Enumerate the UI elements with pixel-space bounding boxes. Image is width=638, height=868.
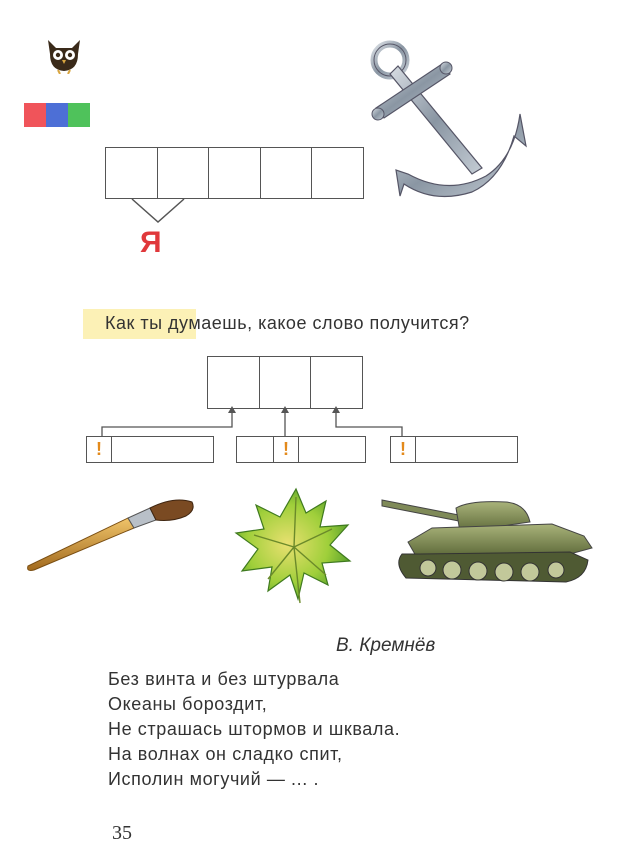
- word-cells-3: [207, 356, 363, 409]
- poem-line: Исполин могучий — ... .: [108, 769, 320, 789]
- word-cell[interactable]: [311, 147, 364, 199]
- word-cell[interactable]: [207, 356, 260, 409]
- anchor-illustration: [368, 36, 528, 198]
- letter-box-1[interactable]: [86, 436, 214, 463]
- marked-letter-cell: !: [391, 437, 416, 462]
- tank-illustration: [380, 492, 596, 592]
- word-cell[interactable]: [105, 147, 158, 199]
- word-cell[interactable]: [260, 147, 313, 199]
- maple-leaf-illustration: [234, 487, 352, 605]
- letter-box-2[interactable]: [236, 436, 366, 463]
- word-cell[interactable]: [310, 356, 363, 409]
- owl-icon: [44, 36, 84, 74]
- poem-line: Не страшась штормов и шквала.: [108, 719, 401, 739]
- poem-line: На волнах он сладко спит,: [108, 744, 343, 764]
- color-scheme-bar: [24, 103, 90, 127]
- poem-author: В. Кремнёв: [336, 635, 436, 656]
- poem-line: Без винта и без штурвала: [108, 669, 340, 689]
- word-cell[interactable]: [208, 147, 261, 199]
- cell-pointer: [128, 198, 188, 228]
- word-cells-5: [105, 147, 364, 199]
- color-swatch-red: [24, 103, 46, 127]
- poem-line: Океаны бороздит,: [108, 694, 268, 714]
- letter-ya: Я: [140, 226, 162, 259]
- question-text: Как ты думаешь, какое слово получится?: [105, 313, 470, 333]
- word-cell[interactable]: [259, 356, 312, 409]
- marked-letter-cell: !: [87, 437, 112, 462]
- color-swatch-blue: [46, 103, 68, 127]
- paintbrush-illustration: [24, 498, 196, 574]
- poem-text: [108, 667, 400, 792]
- page-number: 35: [112, 822, 132, 844]
- color-swatch-green: [68, 103, 90, 127]
- letter-box-3[interactable]: [390, 436, 518, 463]
- marked-letter-cell: !: [274, 437, 299, 462]
- word-cell[interactable]: [157, 147, 210, 199]
